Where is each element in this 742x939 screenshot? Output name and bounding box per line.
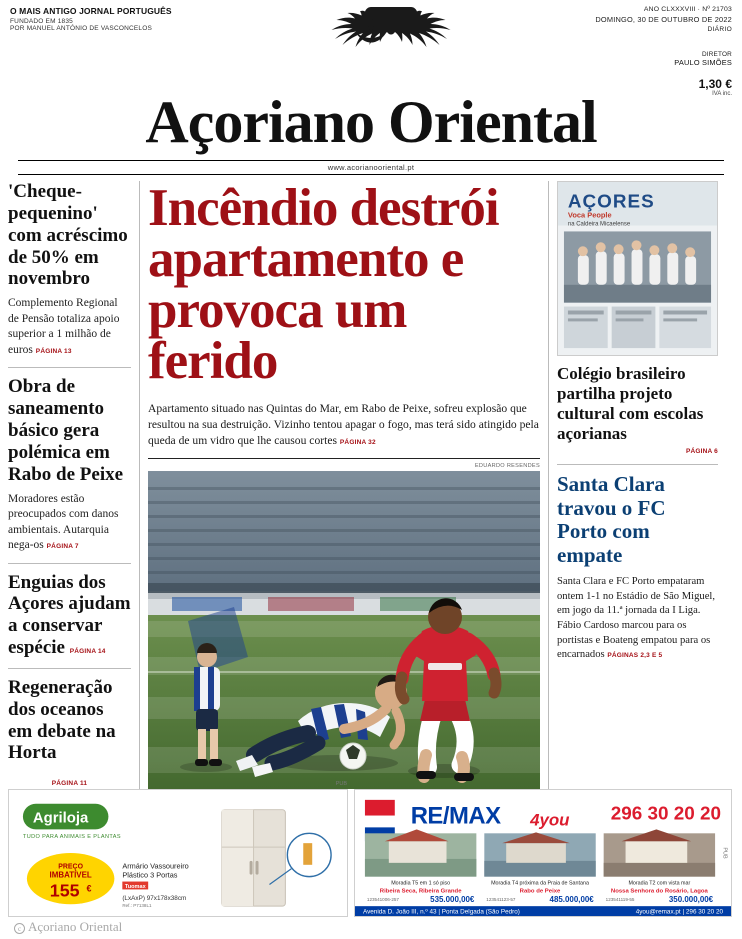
- remax-ad-art: [355, 790, 731, 916]
- ad-remax[interactable]: [354, 789, 732, 917]
- masthead-left: [10, 6, 210, 32]
- svg-text:AÇORES: AÇORES: [567, 190, 655, 212]
- svg-text:Moradia T4 próxima da Praia de: Moradia T4 próxima da Praia de Santana: [491, 880, 589, 887]
- ad-label-right: PUB: [721, 847, 728, 859]
- masthead-tagline: O MAIS ANTIGO JORNAL PORTUGUÊS: [10, 6, 172, 16]
- sport-story[interactable]: [557, 473, 718, 663]
- right-column: [548, 181, 718, 789]
- masthead-founded: FUNDADO EM 1835: [10, 18, 73, 25]
- left-story-4-headline: Regeneração dos oceanos em debate na Horta: [8, 676, 116, 764]
- svg-text:Avenida D. João III, n.º 43 |: Avenida D. João III, n.º 43 | Ponta Delgada (São Pedro): [362, 908, 520, 916]
- content-grid: [8, 181, 734, 789]
- left-story-3-headline-text: Enguias dos Açores ajudam a conservar espécie: [8, 571, 131, 659]
- svg-text:Moradia T2 com vista mar: Moradia T2 com vista mar: [628, 880, 691, 887]
- svg-text:350.000,00€: 350.000,00€: [668, 895, 714, 905]
- sport-headline: Santa Clara travou o FC Porto com empate: [557, 472, 666, 567]
- masthead-right: [522, 6, 732, 97]
- promo-cover-art: [558, 182, 717, 355]
- masthead-founder: POR MANUEL ANTÓNIO DE VASCONCELOS: [10, 25, 153, 32]
- svg-text:Nossa Senhora do Rosário, Lago: Nossa Senhora do Rosário, Lagoa: [610, 888, 708, 895]
- promo-magazine-cover[interactable]: [557, 181, 718, 356]
- left-story-2-headline: Obra de saneamento básico gera polémica em Rabo de Peixe: [8, 376, 124, 485]
- svg-text:535.000,00€: 535.000,00€: [430, 895, 475, 905]
- right-secondary-page: PÁGINA 6: [685, 448, 718, 456]
- football-ball: [340, 743, 366, 769]
- masthead: [0, 0, 742, 175]
- main-headline: Incêndio destrói apartamento e provoca um ferido: [148, 179, 499, 390]
- svg-text:IMBATÍVEL: IMBATÍVEL: [49, 870, 92, 880]
- masthead-periodicity: DIÁRIO: [707, 26, 732, 33]
- left-story-2[interactable]: [8, 376, 131, 553]
- right-secondary-headline: Colégio brasileiro partilha projeto cultural com escolas açorianas: [557, 364, 704, 444]
- main-column: [140, 181, 548, 789]
- main-photo: [148, 471, 540, 789]
- sport-body-text: Santa Clara e FC Porto empataram ontem 1-1 no Estádio de São Miguel, em jogo da 11.ª jornada da I Liga. Fábio Cardoso marcou para os portistas e Boateng empatou para os encarnados: [557, 576, 716, 661]
- svg-text:123541123-57: 123541123-57: [486, 897, 516, 903]
- svg-text:Armário Vassoureiro: Armário Vassoureiro: [122, 861, 189, 871]
- left-column: [8, 181, 140, 789]
- svg-text:485.000,00€: 485.000,00€: [549, 895, 594, 905]
- main-lede: [148, 401, 540, 450]
- masthead-director-label: DIRETOR: [701, 51, 732, 58]
- svg-text:€: €: [86, 883, 92, 894]
- left-story-1-summary-text: Complemento Regional de Pensão totaliza apoio superior a 1 milhão de euros: [8, 297, 120, 356]
- masthead-director-name: PAULO SIMÕES: [674, 58, 732, 67]
- left-story-3-page: PÁGINA 14: [69, 648, 106, 656]
- svg-text:RE/MAX: RE/MAX: [410, 803, 501, 830]
- agriloja-ad-art: [9, 790, 347, 916]
- left-story-1-page: PÁGINA 13: [35, 347, 72, 355]
- masthead-date: DOMINGO, 30 DE OUTUBRO DE 2022: [595, 15, 732, 24]
- svg-text:155: 155: [49, 880, 80, 901]
- left-story-3[interactable]: [8, 572, 131, 659]
- left-story-2-page: PÁGINA 7: [46, 543, 79, 551]
- divider: [148, 458, 540, 459]
- masthead-price-note: IVA inc.: [712, 91, 732, 97]
- svg-text:4you@remax.pt | 296 30 20 20: 4you@remax.pt | 296 30 20 20: [635, 908, 724, 916]
- masthead-price: 1,30 €: [698, 77, 732, 91]
- left-story-1-headline: 'Cheque-pequenino' com acréscimo de 50% em novembro: [8, 181, 128, 290]
- left-story-3-headline: [8, 572, 131, 659]
- svg-text:TUDO PARA ANIMAIS E PLANTAS: TUDO PARA ANIMAIS E PLANTAS: [22, 834, 121, 841]
- svg-text:Rabo de Peixe: Rabo de Peixe: [519, 888, 561, 895]
- watermark: [14, 919, 122, 935]
- ad-label-left: PUB: [335, 781, 347, 787]
- divider: [8, 668, 131, 669]
- left-story-4[interactable]: [8, 677, 131, 787]
- website-url[interactable]: www.acorianooriental.pt: [18, 160, 724, 175]
- svg-text:296 30 20 20: 296 30 20 20: [610, 802, 722, 824]
- svg-text:Plástico 3 Portas: Plástico 3 Portas: [122, 870, 178, 880]
- svg-text:Ribeira Seca, Ribeira Grande: Ribeira Seca, Ribeira Grande: [379, 888, 462, 895]
- football-action-photo: [148, 471, 540, 789]
- left-story-1-summary: [8, 296, 131, 358]
- svg-text:Agriloja: Agriloja: [32, 810, 89, 827]
- svg-text:4you: 4you: [530, 810, 570, 830]
- svg-text:PREÇO: PREÇO: [58, 863, 83, 871]
- left-story-2-summary: [8, 492, 131, 554]
- divider: [8, 367, 131, 368]
- svg-text:Voca People: Voca People: [567, 210, 612, 220]
- svg-text:(LxAxP) 97x178x38cm: (LxAxP) 97x178x38cm: [122, 895, 187, 903]
- right-secondary-story[interactable]: [557, 364, 718, 455]
- svg-text:123541006-257: 123541006-257: [366, 897, 399, 903]
- svg-text:na Caldeira Micaelense: na Caldeira Micaelense: [567, 221, 631, 228]
- sport-page: PÁGINAS 2,3 E 5: [607, 652, 663, 660]
- divider: [557, 464, 718, 465]
- newspaper-logo: Açoriano Oriental: [145, 89, 597, 155]
- svg-text:Moradia T5 em 1 só piso: Moradia T5 em 1 só piso: [391, 880, 451, 887]
- main-lede-text: Apartamento situado nas Quintas do Mar, em Rabo de Peixe, sofreu explosão que resultou na sua destruição. Vizinho tentou apagar o fogo, mas terá sido atingido pela queda de um vidro que lhe causou cortes: [148, 401, 539, 447]
- svg-text:Ref.: P7138L1: Ref.: P7138L1: [122, 903, 152, 909]
- eagle-emblem-icon: [296, 2, 446, 50]
- copyright-icon: c: [14, 923, 25, 934]
- left-story-1[interactable]: [8, 181, 131, 358]
- main-story-page: PÁGINA 32: [339, 438, 376, 446]
- photo-credit: EDUARDO RESENDES: [474, 463, 540, 470]
- divider: [8, 563, 131, 564]
- svg-text:123541119-55: 123541119-55: [605, 897, 635, 903]
- left-story-4-page: PÁGINA 11: [51, 780, 88, 788]
- left-story-2-summary-text: Moradores estão preocupados com danos ambientais. Autarquia nega-os: [8, 492, 119, 552]
- watermark-text: Açoriano Oriental: [28, 919, 123, 934]
- masthead-issue: ANO CLXXXVIII · Nº 21703: [643, 6, 732, 13]
- sport-body: [557, 575, 718, 663]
- svg-text:Tuomax: Tuomax: [124, 883, 146, 890]
